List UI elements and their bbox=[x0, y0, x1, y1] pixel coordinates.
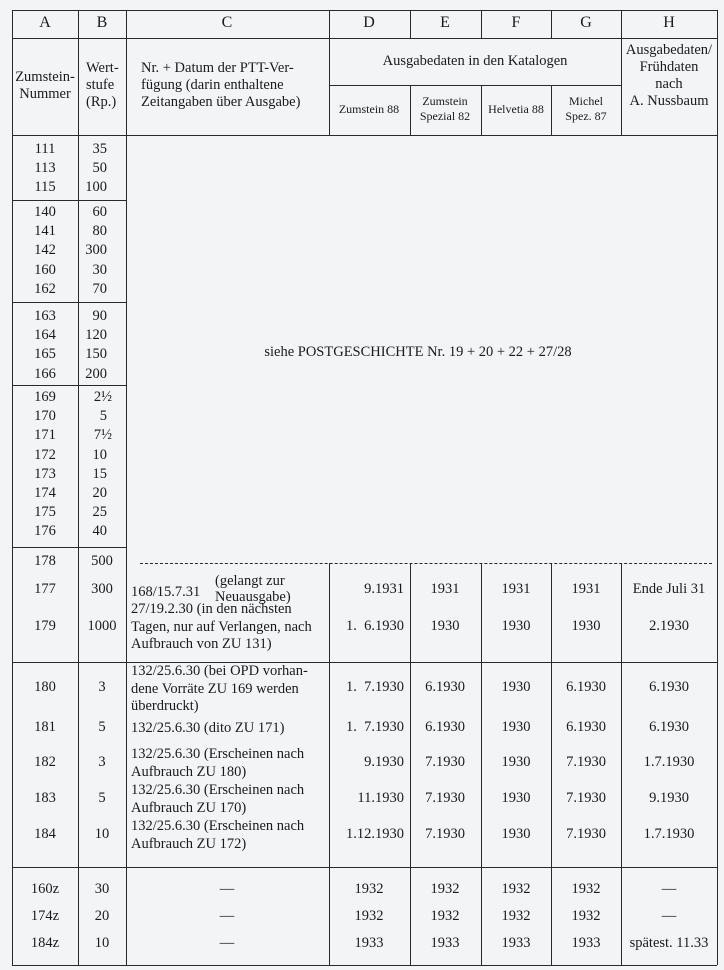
cell-zumstein-spezial-82: 1932 bbox=[430, 908, 460, 924]
cell-helvetia-88: 1932 bbox=[501, 908, 531, 924]
cell-wertstufe: 10 bbox=[94, 826, 110, 842]
catalog-subheader-divider bbox=[329, 85, 621, 86]
cell-wertstufe: 150 bbox=[85, 346, 107, 363]
group-divider bbox=[12, 385, 126, 386]
reference-note: siehe POSTGESCHICHTE Nr. 19 + 20 + 22 + 27/28 bbox=[264, 344, 572, 360]
cell-wertstufe: 300 bbox=[85, 242, 107, 259]
cell-wertstufe: 5 bbox=[98, 719, 106, 735]
cell-helvetia-88: 1930 bbox=[501, 790, 531, 806]
cell-ptt-verfuegung: 27/19.2.30 (in den nächsten Tagen, nur auf Verlangen, nach Aufbrauch von ZU 131) bbox=[131, 601, 312, 652]
cell-zumstein-nr: 184 bbox=[34, 826, 56, 842]
cell-zumstein-nr: 115 bbox=[34, 179, 56, 196]
cell-helvetia-88: 1930 bbox=[501, 618, 531, 634]
col-divider-cd-header bbox=[329, 10, 330, 135]
cell-zumstein-nr: 183 bbox=[34, 790, 56, 806]
cell-zumstein-88: 1933 bbox=[354, 935, 384, 951]
cell-zumstein-nr: 182 bbox=[34, 754, 56, 770]
cell-zumstein-88: 1. 7.1930 bbox=[346, 679, 404, 695]
cell-zumstein-nr: 181 bbox=[34, 719, 56, 735]
col-divider-bc bbox=[126, 10, 127, 547]
cell-helvetia-88: 1930 bbox=[501, 679, 531, 695]
header-nussbaum: Ausgabedaten/ Frühdaten nach A. Nussbaum bbox=[625, 42, 713, 109]
col-divider-fg-letter bbox=[551, 10, 552, 38]
cell-wertstufe: 30 bbox=[92, 261, 107, 278]
letter-row-divider bbox=[12, 38, 717, 39]
cell-michel-spez-87: 6.1930 bbox=[566, 719, 606, 735]
cell-zumstein-spezial-82: 7.1930 bbox=[425, 754, 465, 770]
cell-a-178: 178 bbox=[34, 553, 56, 569]
cell-zumstein-88: 1932 bbox=[354, 908, 384, 924]
cell-nussbaum: Ende Juli 31 bbox=[632, 581, 706, 597]
cell-wertstufe: 200 bbox=[85, 365, 107, 382]
cell-wertstufe: 120 bbox=[85, 327, 107, 344]
cell-zumstein-nr: 160z bbox=[30, 881, 60, 897]
cell-ptt-verfuegung: 132/25.6.30 (Erscheinen nach Aufbrauch ZU 180) bbox=[131, 746, 305, 780]
cell-wertstufe: 10 bbox=[92, 446, 107, 463]
cell-zumstein-nr: 163 bbox=[34, 308, 56, 324]
cell-michel-spez-87: 7.1930 bbox=[566, 790, 606, 806]
cell-ptt-verfuegung: 132/25.6.30 (dito ZU 171) bbox=[131, 720, 285, 736]
cell-wertstufe: 5 bbox=[98, 790, 106, 806]
header-catalog-group: Ausgabedaten in den Katalogen bbox=[382, 53, 568, 69]
cell-wertstufe: 5 bbox=[99, 408, 107, 425]
col-letter-d: D bbox=[363, 14, 375, 31]
cell-zumstein-nr: 166 bbox=[34, 365, 56, 382]
cell-nussbaum: 6.1930 bbox=[649, 719, 689, 735]
col-letter-g: G bbox=[580, 14, 592, 31]
cell-zumstein-nr: 176 bbox=[34, 523, 56, 540]
cell-zumstein-nr: 175 bbox=[34, 504, 56, 521]
header-helvetia-88: Helvetia 88 bbox=[488, 102, 544, 116]
table-border-bottom bbox=[12, 965, 717, 966]
cell-zumstein-nr: 177 bbox=[34, 581, 56, 597]
cell-zumstein-nr: 171 bbox=[34, 427, 56, 444]
cell-nussbaum: — bbox=[661, 908, 677, 924]
col-divider-de-lower bbox=[410, 563, 411, 965]
header-zumstein-nummer: Zumstein- Nummer bbox=[15, 69, 75, 102]
cell-helvetia-88: 1933 bbox=[501, 935, 531, 951]
cell-zumstein-88: 1. 6.1930 bbox=[346, 618, 404, 634]
cell-michel-spez-87: 1932 bbox=[571, 908, 601, 924]
cell-ptt-verfuegung: — bbox=[219, 935, 235, 951]
cell-zumstein-nr: 169 bbox=[34, 389, 56, 405]
header-bottom-divider bbox=[12, 135, 717, 136]
header-zumstein-88: Zumstein 88 bbox=[338, 102, 400, 116]
cell-wertstufe: 15 bbox=[92, 465, 107, 482]
cell-zumstein-nr: 162 bbox=[34, 280, 56, 297]
col-divider-ef-lower bbox=[481, 563, 482, 965]
header-michel-spez-87: Michel Spez. 87 bbox=[565, 94, 607, 123]
cell-wertstufe: 10 bbox=[94, 935, 110, 951]
cell-zumstein-nr: 111 bbox=[34, 141, 56, 157]
header-zumstein-spezial-82: Zumstein Spezial 82 bbox=[419, 94, 471, 123]
cell-ptt-verfuegung: 132/25.6.30 (bei OPD vorhan- dene Vorräte ZU 169 werden überdruckt) bbox=[131, 663, 308, 714]
cell-b-178: 500 bbox=[91, 553, 113, 569]
table-border-left bbox=[12, 10, 13, 965]
cell-zumstein-nr: 170 bbox=[34, 408, 56, 425]
col-divider-cd-lower bbox=[329, 563, 330, 965]
cell-wertstufe: 300 bbox=[91, 581, 113, 597]
cell-zumstein-nr: 140 bbox=[34, 204, 56, 220]
col-divider-ab-lower bbox=[78, 547, 79, 965]
cell-zumstein-nr: 160 bbox=[34, 261, 56, 278]
col-divider-fg-sub bbox=[551, 85, 552, 135]
cell-zumstein-nr: 179 bbox=[34, 618, 56, 634]
cell-zumstein-88: 1. 7.1930 bbox=[346, 719, 404, 735]
cell-wertstufe: 2½ bbox=[93, 389, 112, 405]
col-divider-gh-header bbox=[621, 10, 622, 135]
cell-helvetia-88: 1931 bbox=[501, 581, 531, 597]
cell-wertstufe: 7½ bbox=[93, 427, 112, 444]
cell-wertstufe: 80 bbox=[92, 223, 107, 240]
cell-zumstein-spezial-82: 6.1930 bbox=[425, 679, 465, 695]
col-divider-ef-sub bbox=[481, 85, 482, 135]
cell-nussbaum: 1.7.1930 bbox=[643, 754, 695, 770]
cell-michel-spez-87: 6.1930 bbox=[566, 679, 606, 695]
cell-zumstein-88: 9.1930 bbox=[364, 754, 404, 770]
cell-wertstufe: 35 bbox=[92, 141, 107, 157]
cell-wertstufe: 3 bbox=[98, 754, 106, 770]
cell-nussbaum: 6.1930 bbox=[649, 679, 689, 695]
table-border-right bbox=[717, 10, 718, 965]
cell-michel-spez-87: 1932 bbox=[571, 881, 601, 897]
cell-zumstein-spezial-82: 7.1930 bbox=[425, 790, 465, 806]
cell-wertstufe: 70 bbox=[92, 280, 107, 297]
cell-nussbaum: — bbox=[661, 881, 677, 897]
group-divider bbox=[12, 200, 126, 201]
cell-wertstufe: 50 bbox=[92, 160, 107, 177]
cell-wertstufe: 1000 bbox=[87, 618, 117, 634]
cell-zumstein-88: 11.1930 bbox=[357, 790, 404, 806]
cell-nussbaum: 1.7.1930 bbox=[643, 826, 695, 842]
col-divider-ef-letter bbox=[481, 10, 482, 38]
col-letter-f: F bbox=[511, 14, 521, 31]
col-divider-gh-lower bbox=[621, 563, 622, 965]
col-letter-b: B bbox=[96, 14, 108, 31]
cell-zumstein-spezial-82: 7.1930 bbox=[425, 826, 465, 842]
cell-nussbaum: spätest. 11.33 bbox=[629, 935, 709, 951]
cell-ptt-verfuegung: 168/15.7.31 bbox=[131, 584, 201, 600]
header-ptt-verfuegung: Nr. + Datum der PTT-Ver- fügung (darin enthaltene Zeitangaben über Ausgabe) bbox=[141, 60, 301, 110]
cell-wertstufe: 20 bbox=[92, 485, 107, 501]
col-letter-h: H bbox=[663, 14, 675, 31]
cell-wertstufe: 60 bbox=[92, 204, 107, 220]
cell-wertstufe: 30 bbox=[94, 881, 110, 897]
cell-zumstein-nr: 180 bbox=[34, 679, 56, 695]
cell-wertstufe: 40 bbox=[92, 523, 107, 540]
cell-wertstufe: 3 bbox=[98, 679, 106, 695]
group-divider bbox=[12, 547, 126, 548]
col-divider-bc-lower bbox=[126, 547, 127, 965]
cell-helvetia-88: 1930 bbox=[501, 754, 531, 770]
cell-helvetia-88: 1930 bbox=[501, 826, 531, 842]
cell-helvetia-88: 1932 bbox=[501, 881, 531, 897]
cell-zumstein-88: 1.12.1930 bbox=[346, 826, 404, 842]
cell-michel-spez-87: 1930 bbox=[571, 618, 601, 634]
col-divider-de-sub bbox=[410, 85, 411, 135]
cell-zumstein-nr: 113 bbox=[34, 160, 56, 177]
cell-zumstein-spezial-82: 6.1930 bbox=[425, 719, 465, 735]
header-wertstufe: Wert- stufe (Rp.) bbox=[86, 60, 119, 110]
col-letter-a: A bbox=[39, 14, 51, 31]
cell-michel-spez-87: 7.1930 bbox=[566, 826, 606, 842]
cell-zumstein-spezial-82: 1933 bbox=[430, 935, 460, 951]
cell-zumstein-nr: 173 bbox=[34, 465, 56, 482]
cell-helvetia-88: 1930 bbox=[501, 719, 531, 735]
cell-ptt-verfuegung: 132/25.6.30 (Erscheinen nach Aufbrauch ZU 170) bbox=[131, 782, 305, 816]
cell-wertstufe: 25 bbox=[92, 504, 107, 521]
col-divider-de-letter bbox=[410, 10, 411, 38]
cell-zumstein-nr: 184z bbox=[30, 935, 60, 951]
cell-michel-spez-87: 1933 bbox=[571, 935, 601, 951]
group-divider bbox=[12, 867, 717, 868]
cell-zumstein-88: 1932 bbox=[354, 881, 384, 897]
cell-zumstein-spezial-82: 1931 bbox=[430, 581, 460, 597]
col-divider-ab bbox=[78, 10, 79, 547]
cell-zumstein-spezial-82: 1932 bbox=[430, 881, 460, 897]
cell-michel-spez-87: 1931 bbox=[571, 581, 601, 597]
cell-ptt-verfuegung: — bbox=[219, 881, 235, 897]
dashed-separator bbox=[140, 563, 712, 564]
cell-zumstein-nr: 142 bbox=[34, 242, 56, 259]
col-letter-c: C bbox=[221, 14, 233, 31]
table-border-top bbox=[12, 10, 717, 11]
col-divider-fg-lower bbox=[551, 563, 552, 965]
cell-wertstufe: 100 bbox=[85, 179, 107, 196]
cell-zumstein-nr: 165 bbox=[34, 346, 56, 363]
cell-ptt-verfuegung: — bbox=[219, 908, 235, 924]
cell-zumstein-nr: 141 bbox=[34, 223, 56, 240]
cell-wertstufe: 20 bbox=[94, 908, 110, 924]
cell-zumstein-nr: 174z bbox=[30, 908, 60, 924]
cell-ptt-note: (gelangt zur Neuausgabe) bbox=[215, 573, 291, 605]
cell-michel-spez-87: 7.1930 bbox=[566, 754, 606, 770]
cell-nussbaum: 2.1930 bbox=[649, 618, 689, 634]
cell-zumstein-nr: 164 bbox=[34, 327, 56, 344]
cell-ptt-verfuegung: 132/25.6.30 (Erscheinen nach Aufbrauch ZU 172) bbox=[131, 818, 305, 852]
group-divider bbox=[12, 662, 717, 663]
cell-zumstein-88: 9.1931 bbox=[364, 581, 404, 597]
group-divider bbox=[12, 302, 126, 303]
cell-zumstein-nr: 174 bbox=[34, 485, 56, 501]
cell-nussbaum: 9.1930 bbox=[649, 790, 689, 806]
cell-zumstein-spezial-82: 1930 bbox=[430, 618, 460, 634]
cell-zumstein-nr: 172 bbox=[34, 446, 56, 463]
col-letter-e: E bbox=[440, 14, 450, 31]
cell-wertstufe: 90 bbox=[92, 308, 107, 324]
